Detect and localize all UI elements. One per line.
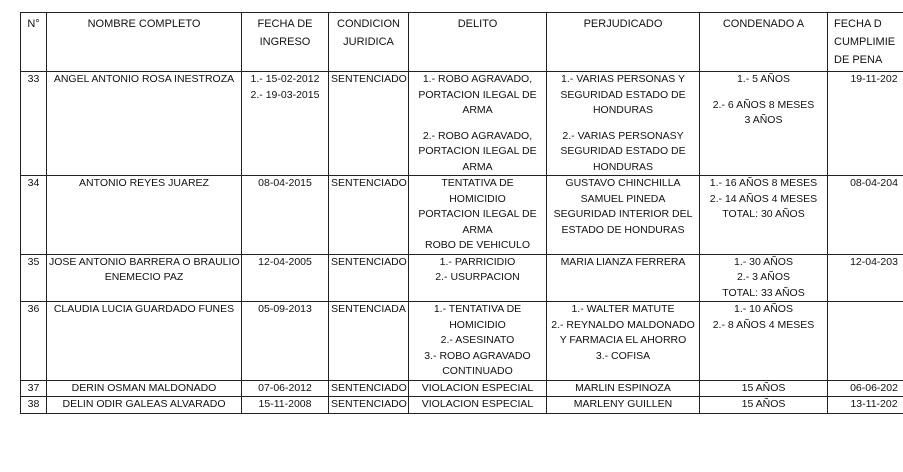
row-condicion: SENTENCIADO (329, 72, 409, 176)
row-condicion: SENTENCIADO (329, 397, 409, 414)
table-row (21, 254, 903, 302)
row-name: DERIN OSMAN MALDONADO (47, 380, 242, 397)
row-ingreso: 07-06-2012 (242, 380, 329, 397)
row-delito: VIOLACION ESPECIAL (409, 380, 547, 397)
header-condenado: CONDENADO A (700, 13, 828, 72)
header-condicion: CONDICION JURIDICA (329, 13, 409, 72)
row-perjudicado: 1.- VARIAS PERSONAS Y SEGURIDAD ESTADO DE HONDURAS 2.- VARIAS PERSONASY SEGURIDAD ESTADO DE HONDURAS (547, 72, 700, 176)
row-perjudicado: MARIA LIANZA FERRERA (547, 254, 700, 302)
inmates-table-container (20, 12, 903, 462)
row-name: CLAUDIA LUCIA GUARDADO FUNES (47, 302, 242, 381)
row-condena: 1.- 10 AÑOS 2.- 8 AÑOS 4 MESES (700, 302, 828, 381)
row-fecha-cumplimiento: 06-06-202 (828, 380, 903, 397)
row-perjudicado: MARLIN ESPINOZA (547, 380, 700, 397)
row-delito: 1.- TENTATIVA DE HOMICIDIO 2.- ASESINATO 3.- ROBO AGRAVADO CONTINUADO (409, 302, 547, 381)
table-row (21, 176, 903, 255)
row-condicion: SENTENCIADA (329, 302, 409, 381)
row-name: DELIN ODIR GALEAS ALVARADO (47, 397, 242, 414)
table-row (21, 72, 903, 176)
row-ingreso: 05-09-2013 (242, 302, 329, 381)
header-fecha-cumplimiento: FECHA D CUMPLIMIE DE PENA (828, 13, 903, 72)
row-condena: 1.- 16 AÑOS 8 MESES 2.- 14 AÑOS 4 MESES TOTAL: 30 AÑOS (700, 176, 828, 255)
table-row (21, 397, 903, 414)
row-ingreso: 15-11-2008 (242, 397, 329, 414)
row-perjudicado: GUSTAVO CHINCHILLA SAMUEL PINEDA SEGURIDAD INTERIOR DEL ESTADO DE HONDURAS (547, 176, 700, 255)
row-num: 36 (21, 302, 47, 381)
row-num: 35 (21, 254, 47, 302)
row-condena: 15 AÑOS (700, 397, 828, 414)
row-perjudicado: 1.- WALTER MATUTE 2.- REYNALDO MALDONADO Y FARMACIA EL AHORRO 3.- COFISA (547, 302, 700, 381)
row-ingreso: 1.- 15-02-2012 2.- 19-03-2015 (242, 72, 329, 176)
row-num: 34 (21, 176, 47, 255)
row-name: ANGEL ANTONIO ROSA INESTROZA (47, 72, 242, 176)
table-row (21, 380, 903, 397)
row-fecha-cumplimiento: 08-04-204 (828, 176, 903, 255)
row-delito: TENTATIVA DE HOMICIDIO PORTACION ILEGAL DE ARMA ROBO DE VEHICULO (409, 176, 547, 255)
row-perjudicado: MARLENY GUILLEN (547, 397, 700, 414)
row-condena: 1.- 30 AÑOS 2.- 3 AÑOS TOTAL: 33 AÑOS (700, 254, 828, 302)
row-name: ANTONIO REYES JUAREZ (47, 176, 242, 255)
row-fecha-cumplimiento (828, 302, 903, 381)
header-delito: DELITO (409, 13, 547, 72)
row-condicion: SENTENCIADO (329, 380, 409, 397)
row-num: 37 (21, 380, 47, 397)
row-num: 33 (21, 72, 47, 176)
row-delito: 1.- ROBO AGRAVADO, PORTACION ILEGAL DE ARMA 2.- ROBO AGRAVADO, PORTACION ILEGAL DE ARMA (409, 72, 547, 176)
row-delito: 1.- PARRICIDIO 2.- USURPACION (409, 254, 547, 302)
row-delito: VIOLACION ESPECIAL (409, 397, 547, 414)
header-num: N° (21, 13, 47, 72)
header-name: NOMBRE COMPLETO (47, 13, 242, 72)
row-condicion: SENTENCIADO (329, 176, 409, 255)
header-perjudicado: PERJUDICADO (547, 13, 700, 72)
row-condena: 15 AÑOS (700, 380, 828, 397)
table-header-row (21, 13, 903, 72)
row-fecha-cumplimiento: 13-11-202 (828, 397, 903, 414)
row-condena: 1.- 5 AÑOS 2.- 6 AÑOS 8 MESES 3 AÑOS (700, 72, 828, 176)
row-ingreso: 12-04-2005 (242, 254, 329, 302)
row-num: 38 (21, 397, 47, 414)
row-name: JOSE ANTONIO BARRERA O BRAULIO ENEMECIO PAZ (47, 254, 242, 302)
table-row (21, 302, 903, 381)
row-ingreso: 08-04-2015 (242, 176, 329, 255)
row-fecha-cumplimiento: 19-11-202 (828, 72, 903, 176)
header-fecha-ingreso: FECHA DE INGRESO (242, 13, 329, 72)
inmates-table (20, 12, 903, 414)
row-condicion: SENTENCIADO (329, 254, 409, 302)
row-fecha-cumplimiento: 12-04-203 (828, 254, 903, 302)
